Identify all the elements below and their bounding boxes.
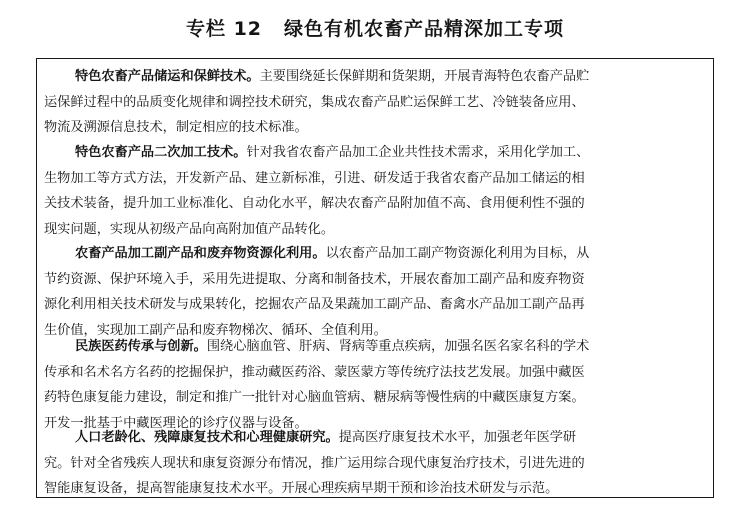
paragraph-text: 主要围绕延长保鲜期和货架期，开展青海特色农畜产品贮: [259, 69, 590, 84]
paragraph-text: 围绕心脑血管、肝病、肾病等重点疾病，加强名医名家名科的学术: [206, 339, 590, 354]
paragraph-line: 关技术装备，提升加工业标准化、自动化水平，解决农畜产品附加值不高、食用便利性不强的: [44, 196, 585, 211]
paragraph-line: 生价值，实现加工副产品和废弃物梯次、循环、全值利用。: [44, 322, 387, 338]
paragraph-line: [44, 64, 700, 90]
paragraph-line: 现实问题，实现从初级产品向高附加值产品转化。: [44, 221, 335, 237]
paragraph-line: 节约资源、保护环境入手，采用先进提取、分离和制备技术，开展农畜加工副产品和废弃物资: [44, 271, 585, 287]
paragraph-text: 以农畜产品加工副产物资源化利用为目标，从: [325, 246, 590, 261]
paragraph-line: [44, 241, 700, 267]
column-number: 专栏 12: [185, 18, 263, 40]
paragraph-storage-preservation: [44, 64, 700, 141]
paragraph-line: 药特色康复能力建设，制定和推广一批针对心脑血管病、糖尿病等慢性病的中藏医康复方案。: [44, 390, 585, 405]
column-title: 绿色有机农畜产品精深加工专项: [284, 18, 565, 40]
paragraph-line: 生物加工等方式方法，开发新产品、建立新标准，引进、研发适于我省农畜产品加工储运的相: [44, 170, 585, 186]
paragraph-heading: 特色农畜产品二次加工技术。: [75, 145, 247, 160]
paragraph-byproduct-utilization: [44, 241, 700, 343]
paragraph-line: 运保鲜过程中的品质变化规律和调控技术研究，集成农畜产品贮运保鲜工艺、冷链装备应用、: [44, 94, 585, 110]
paragraph-heading: 特色农畜产品储运和保鲜技术。: [75, 69, 260, 84]
paragraph-heading: 农畜产品加工副产品和废弃物资源化利用。: [75, 246, 326, 261]
paragraph-text: 提高医疗康复技术水平，加强老年医学研: [338, 430, 577, 445]
paragraph-secondary-processing: [44, 140, 700, 242]
paragraph-line: [44, 425, 700, 451]
paragraph-line: [44, 140, 700, 166]
paragraph-line: 开发一批基于中藏医理论的诊疗仪器与设备。: [44, 415, 308, 431]
paragraph-ethnic-medicine: [44, 334, 700, 436]
paragraph-text: 针对我省农畜产品加工企业共性技术需求，采用化学加工、: [246, 145, 590, 160]
paragraph-line: [44, 334, 700, 360]
paragraph-heading: 民族医药传承与创新。: [75, 339, 207, 354]
paragraph-line: 源化利用相关技术研发与成果转化，挖掘农产品及果蔬加工副产品、畜禽水产品加工副产品再: [44, 297, 585, 312]
paragraph-aging-rehabilitation: [44, 425, 700, 502]
paragraph-line: 究。针对全省残疾人现状和康复资源分布情况，推广运用综合现代康复治疗技术，引进先进的: [44, 455, 585, 471]
page-title: [0, 14, 750, 41]
paragraph-line: 物流及溯源信息技术，制定相应的技术标准。: [44, 120, 308, 135]
paragraph-line: 传承和名术名方名药的挖掘保护，推动藏医药浴、蒙医蒙方等传统疗法技艺发展。加强中藏医: [44, 364, 585, 380]
paragraph-heading: 人口老龄化、残障康复技术和心理健康研究。: [75, 430, 339, 445]
paragraph-line: 智能康复设备，提高智能康复技术水平。开展心理疾病早期干预和诊治技术研发与示范。: [44, 481, 559, 496]
